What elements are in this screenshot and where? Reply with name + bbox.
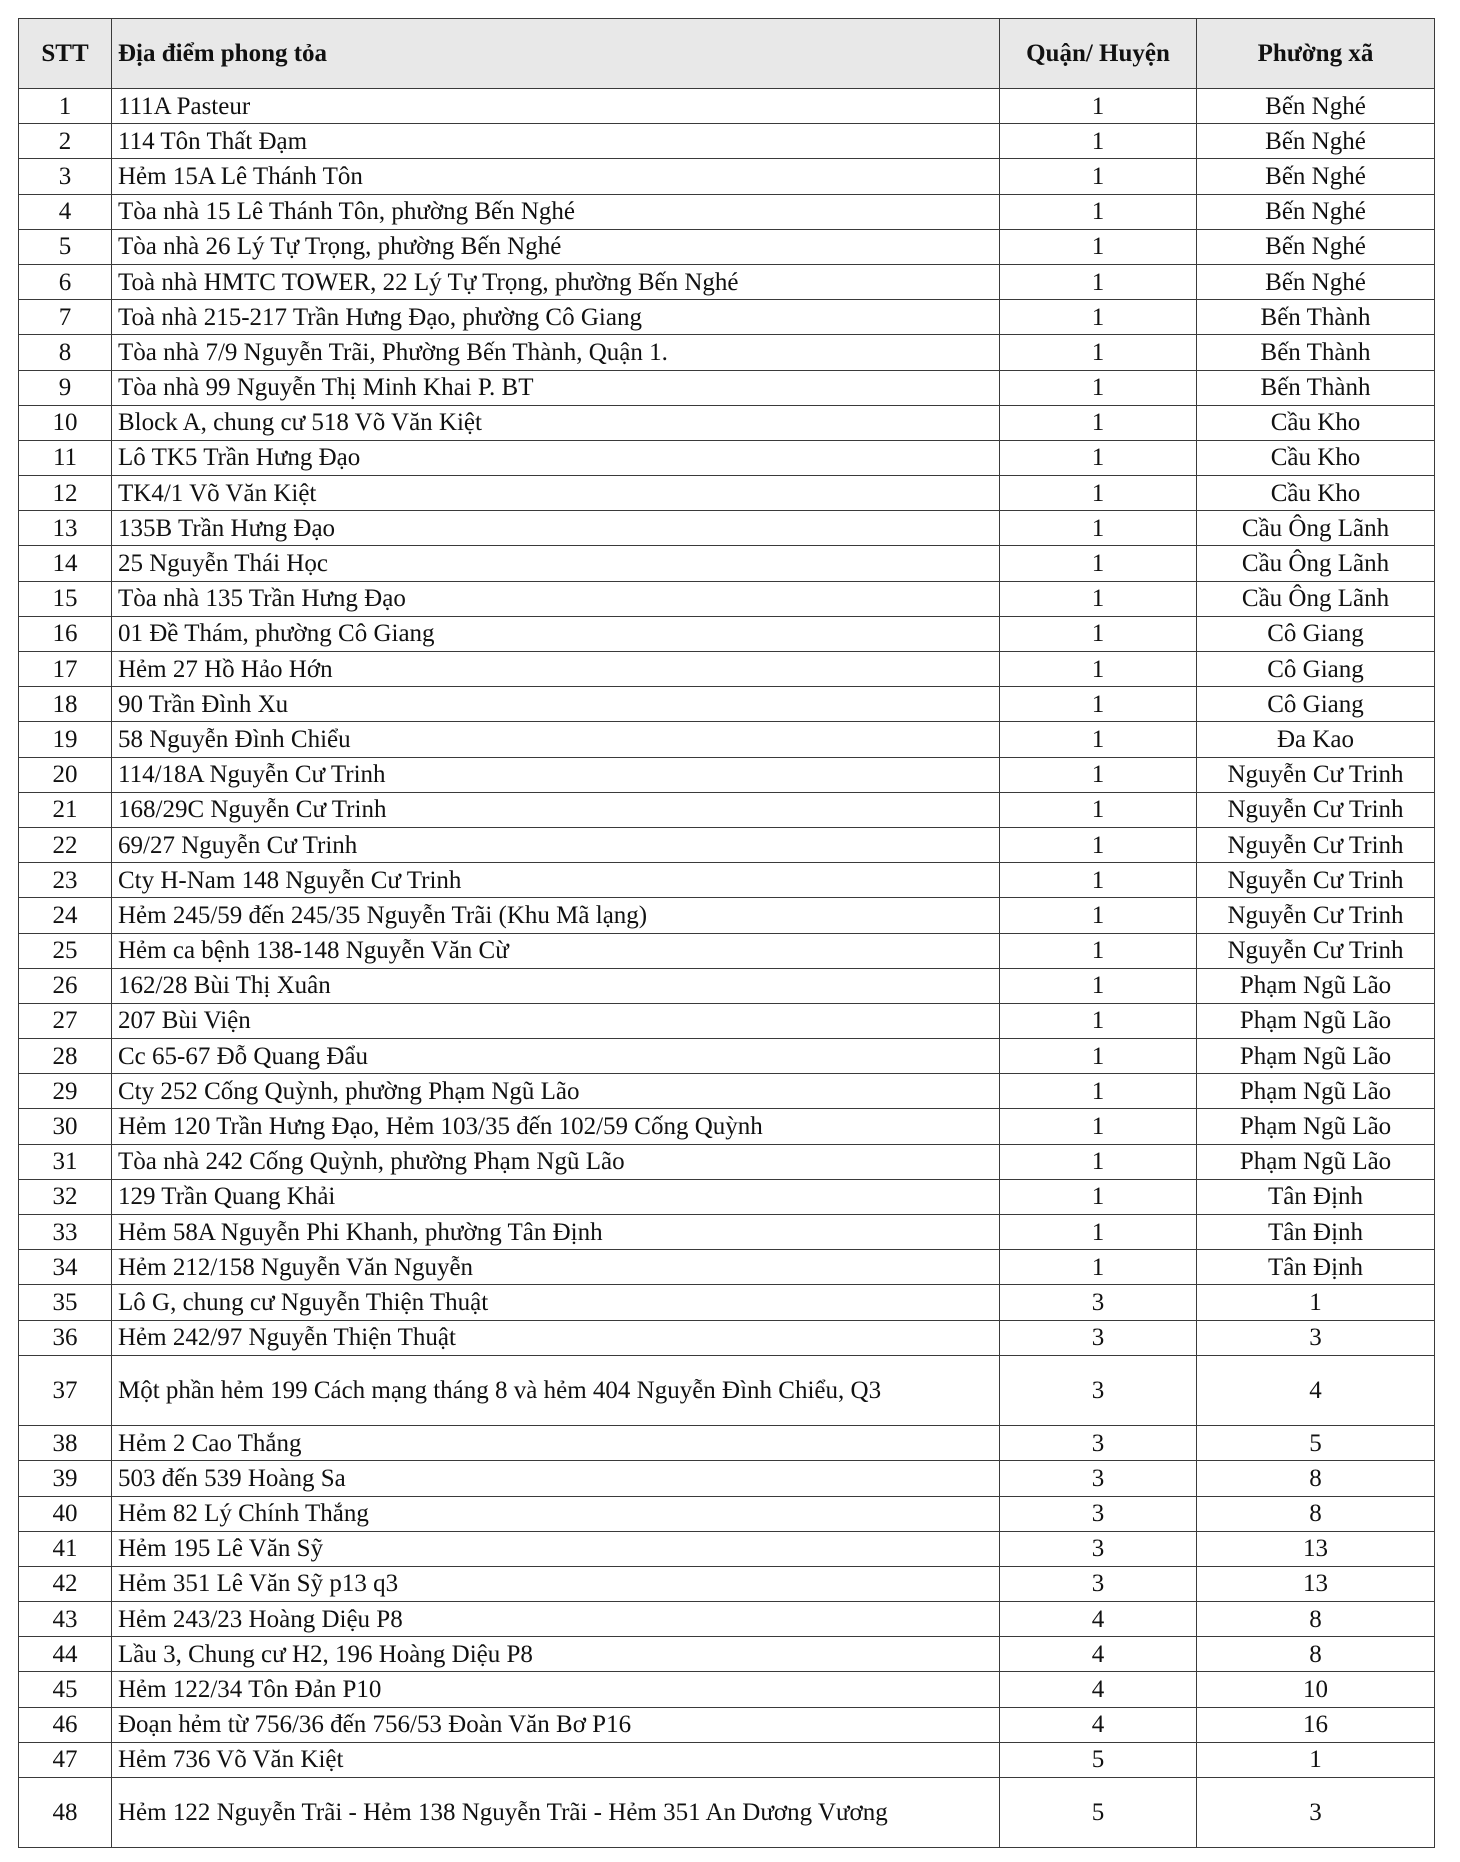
cell-location: Đoạn hẻm từ 756/36 đến 756/53 Đoàn Văn Bơ P16: [112, 1707, 1000, 1742]
cell-ward: 5: [1197, 1426, 1435, 1461]
table-row: [19, 194, 1435, 229]
table-row: [19, 124, 1435, 159]
cell-stt: 3: [19, 159, 112, 194]
cell-stt: 11: [19, 440, 112, 475]
cell-stt: 30: [19, 1109, 112, 1144]
cell-stt: 26: [19, 968, 112, 1003]
cell-district: 1: [1000, 616, 1197, 651]
cell-stt: 10: [19, 405, 112, 440]
cell-stt: 37: [19, 1355, 112, 1425]
cell-stt: 34: [19, 1250, 112, 1285]
table-row: [19, 1039, 1435, 1074]
cell-ward: Cầu Ông Lãnh: [1197, 581, 1435, 616]
cell-location: Lô G, chung cư Nguyễn Thiện Thuật: [112, 1285, 1000, 1320]
table-row: [19, 405, 1435, 440]
table-row: [19, 1672, 1435, 1707]
cell-district: 1: [1000, 933, 1197, 968]
cell-ward: Cô Giang: [1197, 616, 1435, 651]
cell-stt: 19: [19, 722, 112, 757]
header-district: Quận/ Huyện: [1000, 19, 1197, 89]
cell-location: Tòa nhà 15 Lê Thánh Tôn, phường Bến Nghé: [112, 194, 1000, 229]
cell-location: Cty H-Nam 148 Nguyễn Cư Trinh: [112, 863, 1000, 898]
cell-stt: 9: [19, 370, 112, 405]
header-stt: STT: [19, 19, 112, 89]
cell-stt: 35: [19, 1285, 112, 1320]
table-row: [19, 1250, 1435, 1285]
cell-ward: Tân Định: [1197, 1179, 1435, 1214]
cell-district: 5: [1000, 1742, 1197, 1777]
cell-stt: 21: [19, 792, 112, 827]
cell-ward: Bến Thành: [1197, 370, 1435, 405]
table-row: [19, 722, 1435, 757]
cell-ward: Cô Giang: [1197, 652, 1435, 687]
cell-location: 207 Bùi Viện: [112, 1003, 1000, 1038]
cell-district: 1: [1000, 194, 1197, 229]
cell-stt: 43: [19, 1602, 112, 1637]
cell-stt: 44: [19, 1637, 112, 1672]
cell-stt: 17: [19, 652, 112, 687]
table-row: [19, 1778, 1435, 1848]
cell-ward: Cầu Ông Lãnh: [1197, 546, 1435, 581]
table-row: [19, 1426, 1435, 1461]
cell-ward: Đa Kao: [1197, 722, 1435, 757]
cell-district: 3: [1000, 1285, 1197, 1320]
table-row: [19, 1179, 1435, 1214]
cell-location: Toà nhà HMTC TOWER, 22 Lý Tự Trọng, phường Bến Nghé: [112, 264, 1000, 299]
cell-stt: 23: [19, 863, 112, 898]
cell-stt: 45: [19, 1672, 112, 1707]
cell-location: Hẻm 245/59 đến 245/35 Nguyễn Trãi (Khu Mã lạng): [112, 898, 1000, 933]
cell-location: Block A, chung cư 518 Võ Văn Kiệt: [112, 405, 1000, 440]
cell-ward: Bến Nghé: [1197, 194, 1435, 229]
cell-stt: 33: [19, 1215, 112, 1250]
table-row: [19, 511, 1435, 546]
cell-location: Hẻm 195 Lê Văn Sỹ: [112, 1531, 1000, 1566]
table-row: [19, 1602, 1435, 1637]
cell-location: Hẻm 15A Lê Thánh Tôn: [112, 159, 1000, 194]
cell-district: 3: [1000, 1426, 1197, 1461]
cell-location: Một phần hẻm 199 Cách mạng tháng 8 và hẻm 404 Nguyễn Đình Chiểu, Q3: [112, 1355, 1000, 1425]
cell-location: 129 Trần Quang Khải: [112, 1179, 1000, 1214]
cell-location: 114/18A Nguyễn Cư Trinh: [112, 757, 1000, 792]
cell-district: 1: [1000, 581, 1197, 616]
cell-stt: 12: [19, 476, 112, 511]
table-row: [19, 229, 1435, 264]
cell-district: 1: [1000, 546, 1197, 581]
cell-ward: Bến Nghé: [1197, 229, 1435, 264]
cell-location: Hẻm 351 Lê Văn Sỹ p13 q3: [112, 1566, 1000, 1601]
cell-ward: Phạm Ngũ Lão: [1197, 1074, 1435, 1109]
table-row: [19, 1144, 1435, 1179]
cell-district: 1: [1000, 757, 1197, 792]
table-row: [19, 863, 1435, 898]
cell-stt: 48: [19, 1778, 112, 1848]
table-row: [19, 968, 1435, 1003]
cell-stt: 5: [19, 229, 112, 264]
table-row: [19, 440, 1435, 475]
cell-location: 168/29C Nguyễn Cư Trinh: [112, 792, 1000, 827]
table-row: [19, 1003, 1435, 1038]
cell-stt: 16: [19, 616, 112, 651]
cell-stt: 31: [19, 1144, 112, 1179]
table-row: [19, 616, 1435, 651]
cell-stt: 36: [19, 1320, 112, 1355]
table-row: [19, 898, 1435, 933]
cell-location: TK4/1 Võ Văn Kiệt: [112, 476, 1000, 511]
cell-ward: 3: [1197, 1320, 1435, 1355]
cell-stt: 20: [19, 757, 112, 792]
cell-district: 4: [1000, 1602, 1197, 1637]
cell-ward: Nguyễn Cư Trinh: [1197, 863, 1435, 898]
cell-ward: Bến Thành: [1197, 335, 1435, 370]
cell-location: Hẻm 242/97 Nguyễn Thiện Thuật: [112, 1320, 1000, 1355]
cell-ward: Phạm Ngũ Lão: [1197, 1144, 1435, 1179]
cell-district: 4: [1000, 1637, 1197, 1672]
cell-location: 503 đến 539 Hoàng Sa: [112, 1461, 1000, 1496]
table-body: [19, 89, 1435, 1848]
table-row: [19, 546, 1435, 581]
cell-district: 5: [1000, 1778, 1197, 1848]
table-row: [19, 159, 1435, 194]
cell-location: Toà nhà 215-217 Trần Hưng Đạo, phường Cô Giang: [112, 300, 1000, 335]
cell-district: 1: [1000, 898, 1197, 933]
cell-district: 4: [1000, 1672, 1197, 1707]
cell-district: 4: [1000, 1707, 1197, 1742]
cell-district: 1: [1000, 476, 1197, 511]
cell-location: Hẻm 736 Võ Văn Kiệt: [112, 1742, 1000, 1777]
cell-location: Tòa nhà 242 Cống Quỳnh, phường Phạm Ngũ Lão: [112, 1144, 1000, 1179]
cell-ward: Bến Nghé: [1197, 159, 1435, 194]
cell-ward: Nguyễn Cư Trinh: [1197, 827, 1435, 862]
cell-location: 90 Trần Đình Xu: [112, 687, 1000, 722]
cell-ward: 3: [1197, 1778, 1435, 1848]
cell-location: Lô TK5 Trần Hưng Đạo: [112, 440, 1000, 475]
header-location: Địa điểm phong tỏa: [112, 19, 1000, 89]
cell-ward: Phạm Ngũ Lão: [1197, 1039, 1435, 1074]
cell-stt: 22: [19, 827, 112, 862]
cell-stt: 39: [19, 1461, 112, 1496]
cell-ward: 16: [1197, 1707, 1435, 1742]
table-row: [19, 264, 1435, 299]
table-row: [19, 1707, 1435, 1742]
cell-stt: 2: [19, 124, 112, 159]
cell-stt: 40: [19, 1496, 112, 1531]
cell-district: 1: [1000, 968, 1197, 1003]
table-row: [19, 1320, 1435, 1355]
cell-stt: 42: [19, 1566, 112, 1601]
cell-district: 1: [1000, 405, 1197, 440]
cell-stt: 29: [19, 1074, 112, 1109]
cell-district: 1: [1000, 1003, 1197, 1038]
cell-district: 3: [1000, 1566, 1197, 1601]
cell-ward: Nguyễn Cư Trinh: [1197, 933, 1435, 968]
table-row: [19, 687, 1435, 722]
cell-ward: 13: [1197, 1566, 1435, 1601]
cell-location: Cc 65-67 Đỗ Quang Đẩu: [112, 1039, 1000, 1074]
cell-location: 58 Nguyễn Đình Chiểu: [112, 722, 1000, 757]
cell-location: Hẻm 122/34 Tôn Đản P10: [112, 1672, 1000, 1707]
cell-location: Hẻm 2 Cao Thắng: [112, 1426, 1000, 1461]
cell-ward: Nguyễn Cư Trinh: [1197, 757, 1435, 792]
cell-location: Hẻm 82 Lý Chính Thắng: [112, 1496, 1000, 1531]
cell-stt: 27: [19, 1003, 112, 1038]
cell-location: Hẻm 122 Nguyễn Trãi - Hẻm 138 Nguyễn Trãi - Hẻm 351 An Dương Vương: [112, 1778, 1000, 1848]
table-row: [19, 1074, 1435, 1109]
cell-ward: Cầu Kho: [1197, 405, 1435, 440]
table-row: [19, 1742, 1435, 1777]
cell-ward: Phạm Ngũ Lão: [1197, 968, 1435, 1003]
table-row: [19, 1566, 1435, 1601]
cell-district: 1: [1000, 229, 1197, 264]
cell-ward: 13: [1197, 1531, 1435, 1566]
cell-district: 1: [1000, 1074, 1197, 1109]
table-row: [19, 1109, 1435, 1144]
cell-ward: 8: [1197, 1496, 1435, 1531]
table-row: [19, 1355, 1435, 1425]
table-row: [19, 476, 1435, 511]
cell-district: 3: [1000, 1461, 1197, 1496]
cell-district: 1: [1000, 687, 1197, 722]
cell-district: 3: [1000, 1355, 1197, 1425]
table-row: [19, 89, 1435, 124]
cell-location: 25 Nguyễn Thái Học: [112, 546, 1000, 581]
table-row: [19, 827, 1435, 862]
cell-stt: 13: [19, 511, 112, 546]
lockdown-locations-table: [18, 18, 1435, 1848]
cell-district: 1: [1000, 511, 1197, 546]
cell-ward: Bến Thành: [1197, 300, 1435, 335]
cell-location: Tòa nhà 135 Trần Hưng Đạo: [112, 581, 1000, 616]
cell-ward: 1: [1197, 1285, 1435, 1320]
cell-district: 1: [1000, 1039, 1197, 1074]
cell-district: 1: [1000, 300, 1197, 335]
cell-stt: 15: [19, 581, 112, 616]
cell-location: Tòa nhà 99 Nguyễn Thị Minh Khai P. BT: [112, 370, 1000, 405]
cell-ward: 8: [1197, 1461, 1435, 1496]
cell-ward: Phạm Ngũ Lão: [1197, 1003, 1435, 1038]
cell-stt: 41: [19, 1531, 112, 1566]
cell-ward: Phạm Ngũ Lão: [1197, 1109, 1435, 1144]
cell-location: 135B Trần Hưng Đạo: [112, 511, 1000, 546]
cell-stt: 25: [19, 933, 112, 968]
cell-location: 69/27 Nguyễn Cư Trinh: [112, 827, 1000, 862]
cell-ward: 8: [1197, 1637, 1435, 1672]
cell-location: Cty 252 Cống Quỳnh, phường Phạm Ngũ Lão: [112, 1074, 1000, 1109]
table-row: [19, 1496, 1435, 1531]
cell-location: Tòa nhà 26 Lý Tự Trọng, phường Bến Nghé: [112, 229, 1000, 264]
table-row: [19, 792, 1435, 827]
cell-ward: Tân Định: [1197, 1250, 1435, 1285]
cell-ward: 10: [1197, 1672, 1435, 1707]
cell-district: 3: [1000, 1531, 1197, 1566]
header-row: [19, 19, 1435, 89]
cell-location: 111A Pasteur: [112, 89, 1000, 124]
table-row: [19, 757, 1435, 792]
cell-location: Lầu 3, Chung cư H2, 196 Hoàng Diệu P8: [112, 1637, 1000, 1672]
cell-district: 1: [1000, 652, 1197, 687]
table-row: [19, 933, 1435, 968]
cell-ward: Cô Giang: [1197, 687, 1435, 722]
table-row: [19, 300, 1435, 335]
cell-district: 1: [1000, 1250, 1197, 1285]
cell-location: Hẻm 27 Hồ Hảo Hớn: [112, 652, 1000, 687]
cell-district: 3: [1000, 1496, 1197, 1531]
cell-ward: Cầu Kho: [1197, 440, 1435, 475]
cell-ward: Bến Nghé: [1197, 264, 1435, 299]
table-row: [19, 370, 1435, 405]
cell-district: 1: [1000, 159, 1197, 194]
cell-district: 1: [1000, 722, 1197, 757]
cell-stt: 38: [19, 1426, 112, 1461]
cell-district: 1: [1000, 370, 1197, 405]
cell-location: 114 Tôn Thất Đạm: [112, 124, 1000, 159]
table-row: [19, 335, 1435, 370]
cell-district: 1: [1000, 264, 1197, 299]
cell-stt: 28: [19, 1039, 112, 1074]
table-row: [19, 1461, 1435, 1496]
cell-ward: Cầu Ông Lãnh: [1197, 511, 1435, 546]
cell-stt: 47: [19, 1742, 112, 1777]
cell-location: 162/28 Bùi Thị Xuân: [112, 968, 1000, 1003]
cell-location: Tòa nhà 7/9 Nguyễn Trãi, Phường Bến Thành, Quận 1.: [112, 335, 1000, 370]
cell-district: 1: [1000, 1144, 1197, 1179]
cell-ward: Cầu Kho: [1197, 476, 1435, 511]
cell-district: 1: [1000, 1215, 1197, 1250]
table-row: [19, 652, 1435, 687]
cell-ward: Bến Nghé: [1197, 124, 1435, 159]
cell-stt: 1: [19, 89, 112, 124]
cell-district: 1: [1000, 440, 1197, 475]
cell-stt: 46: [19, 1707, 112, 1742]
cell-district: 1: [1000, 827, 1197, 862]
cell-location: 01 Đề Thám, phường Cô Giang: [112, 616, 1000, 651]
cell-district: 1: [1000, 1109, 1197, 1144]
cell-stt: 32: [19, 1179, 112, 1214]
cell-district: 3: [1000, 1320, 1197, 1355]
cell-district: 1: [1000, 792, 1197, 827]
table-row: [19, 581, 1435, 616]
cell-ward: 1: [1197, 1742, 1435, 1777]
cell-stt: 8: [19, 335, 112, 370]
cell-location: Hẻm 212/158 Nguyễn Văn Nguyễn: [112, 1250, 1000, 1285]
cell-district: 1: [1000, 89, 1197, 124]
cell-ward: 4: [1197, 1355, 1435, 1425]
table-row: [19, 1637, 1435, 1672]
header-ward: Phường xã: [1197, 19, 1435, 89]
table-row: [19, 1285, 1435, 1320]
cell-location: Hẻm 58A Nguyễn Phi Khanh, phường Tân Định: [112, 1215, 1000, 1250]
cell-location: Hẻm 243/23 Hoàng Diệu P8: [112, 1602, 1000, 1637]
cell-stt: 6: [19, 264, 112, 299]
cell-location: Hẻm ca bệnh 138-148 Nguyễn Văn Cừ: [112, 933, 1000, 968]
table-row: [19, 1215, 1435, 1250]
cell-stt: 4: [19, 194, 112, 229]
cell-location: Hẻm 120 Trần Hưng Đạo, Hẻm 103/35 đến 102/59 Cống Quỳnh: [112, 1109, 1000, 1144]
cell-stt: 7: [19, 300, 112, 335]
cell-district: 1: [1000, 124, 1197, 159]
cell-ward: Nguyễn Cư Trinh: [1197, 792, 1435, 827]
cell-ward: Nguyễn Cư Trinh: [1197, 898, 1435, 933]
cell-stt: 24: [19, 898, 112, 933]
cell-stt: 14: [19, 546, 112, 581]
cell-stt: 18: [19, 687, 112, 722]
cell-ward: Bến Nghé: [1197, 89, 1435, 124]
cell-ward: Tân Định: [1197, 1215, 1435, 1250]
table-row: [19, 1531, 1435, 1566]
cell-ward: 8: [1197, 1602, 1435, 1637]
cell-district: 1: [1000, 863, 1197, 898]
cell-district: 1: [1000, 1179, 1197, 1214]
cell-district: 1: [1000, 335, 1197, 370]
